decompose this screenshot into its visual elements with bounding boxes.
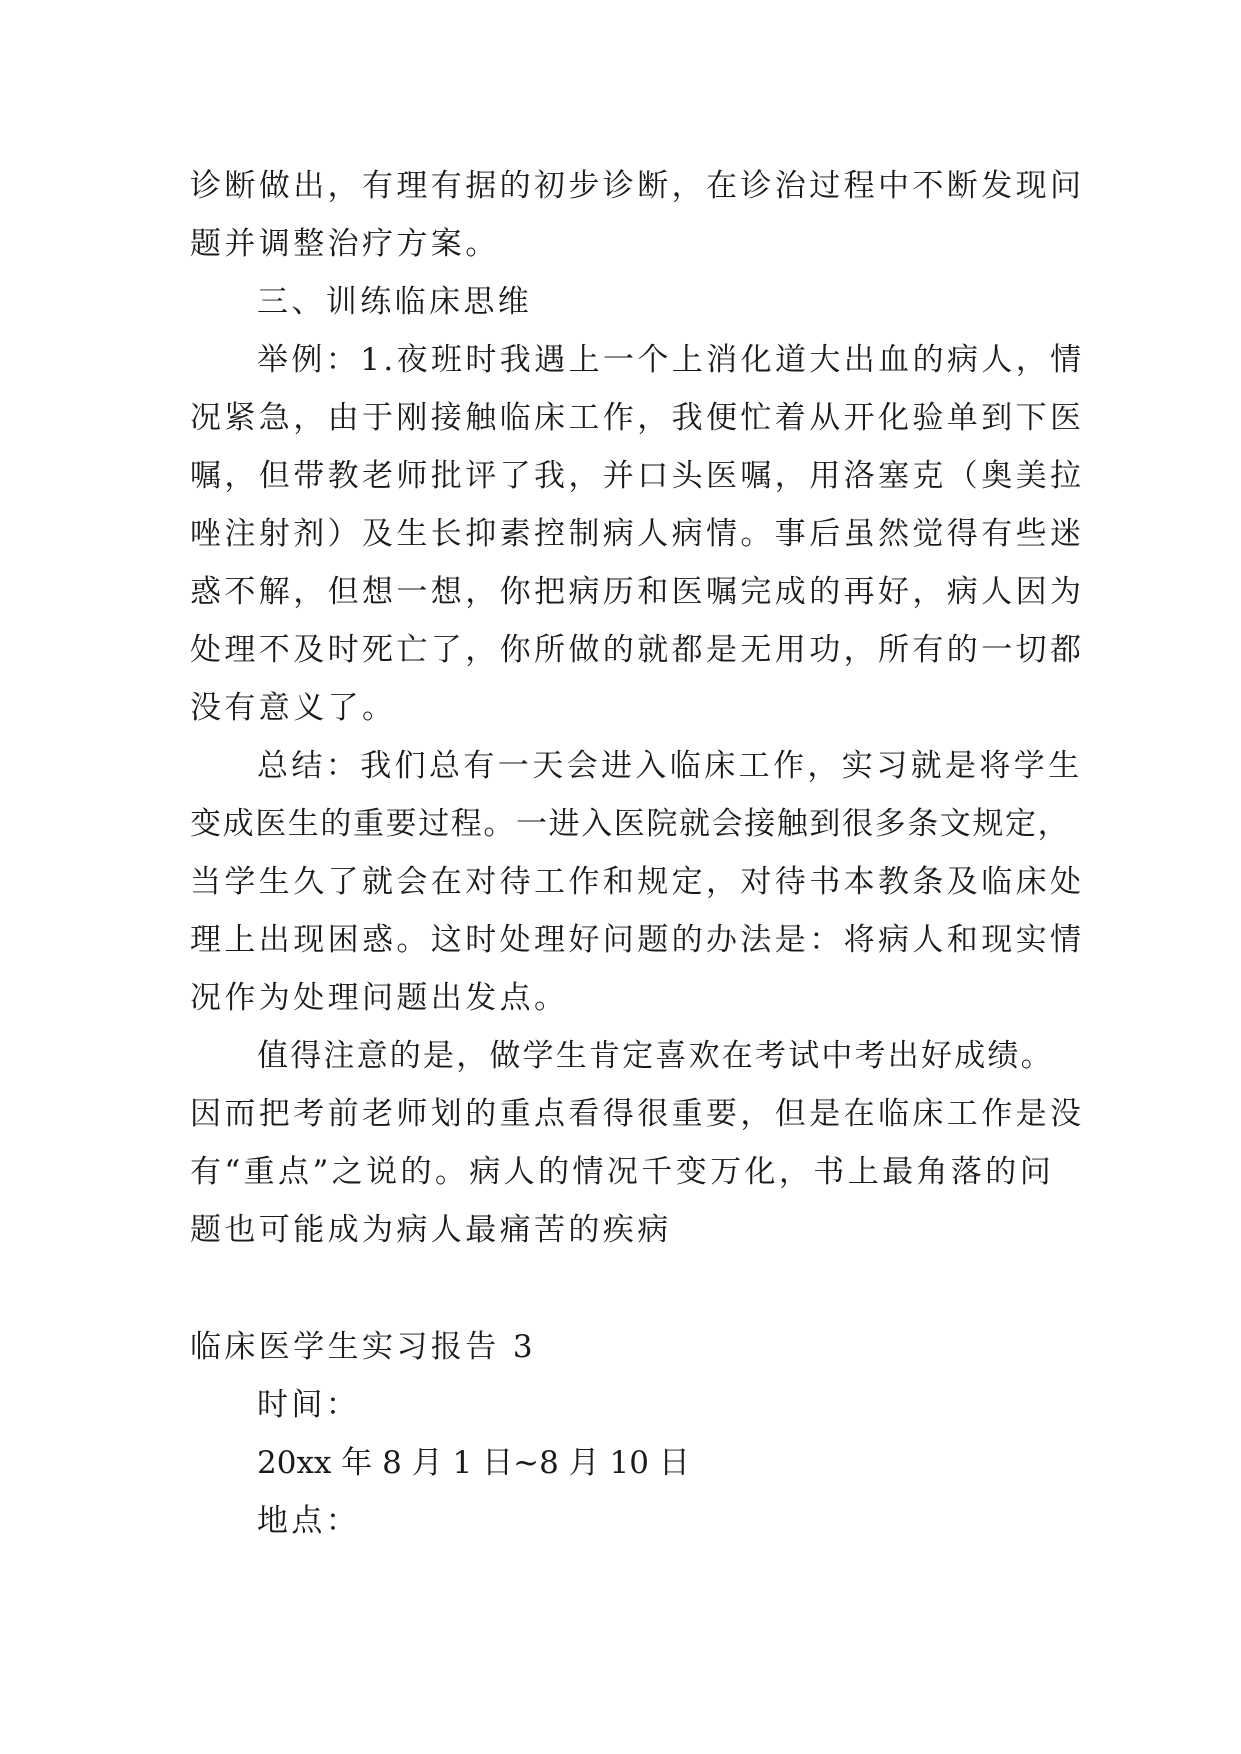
paragraph-line: 况紧急，由于刚接触临床工作，我便忙着从开化验单到下医 [190,400,1085,436]
section-heading: 三、训练临床思维 [257,284,533,320]
paragraph-line: 因而把考前老师划的重点看得很重要，但是在临床工作是没 [190,1096,1085,1132]
paragraph-line: 处理不及时死亡了，你所做的就都是无用功，所有的一切都 [190,632,1085,668]
paragraph-line: 唑注射剂）及生长抑素控制病人病情。事后虽然觉得有些迷 [190,516,1085,552]
paragraph-line: 惑不解，但想一想，你把病历和医嘱完成的再好，病人因为 [190,574,1085,610]
paragraph-line: 有“重点”之说的。病人的情况千变万化，书上最角落的问 [190,1154,1055,1190]
paragraph-line: 总结：我们总有一天会进入临床工作，实习就是将学生 [257,748,1083,784]
paragraph-line: 诊断做出，有理有据的初步诊断，在诊治过程中不断发现问 [190,168,1085,204]
paragraph-line: 变成医生的重要过程。一进入医院就会接触到很多条文规定， [190,806,1071,842]
date-range: 20xx 年 8 月 1 日~8 月 10 日 [257,1445,690,1481]
paragraph-line: 当学生久了就会在对待工作和规定，对待书本教条及临床处 [190,864,1085,900]
time-label: 时间： [257,1387,361,1423]
paragraph-line: 题也可能成为病人最痛苦的疾病 [190,1212,672,1248]
paragraph-line: 况作为处理问题出发点。 [190,980,569,1016]
paragraph-line: 举例：1.夜班时我遇上一个上消化道大出血的病人，情 [257,342,1085,378]
report-title: 临床医学生实习报告 3 [190,1329,536,1365]
paragraph-line: 值得注意的是，做学生肯定喜欢在考试中考出好成绩。 [257,1038,1054,1074]
paragraph-line: 理上出现困惑。这时处理好问题的办法是：将病人和现实情 [190,922,1085,958]
location-label: 地点： [257,1503,361,1539]
paragraph-line: 没有意义了。 [190,690,397,726]
paragraph-line: 题并调整治疗方案。 [190,226,500,262]
paragraph-line: 嘱，但带教老师批评了我，并口头医嘱，用洛塞克（奥美拉 [190,458,1085,494]
